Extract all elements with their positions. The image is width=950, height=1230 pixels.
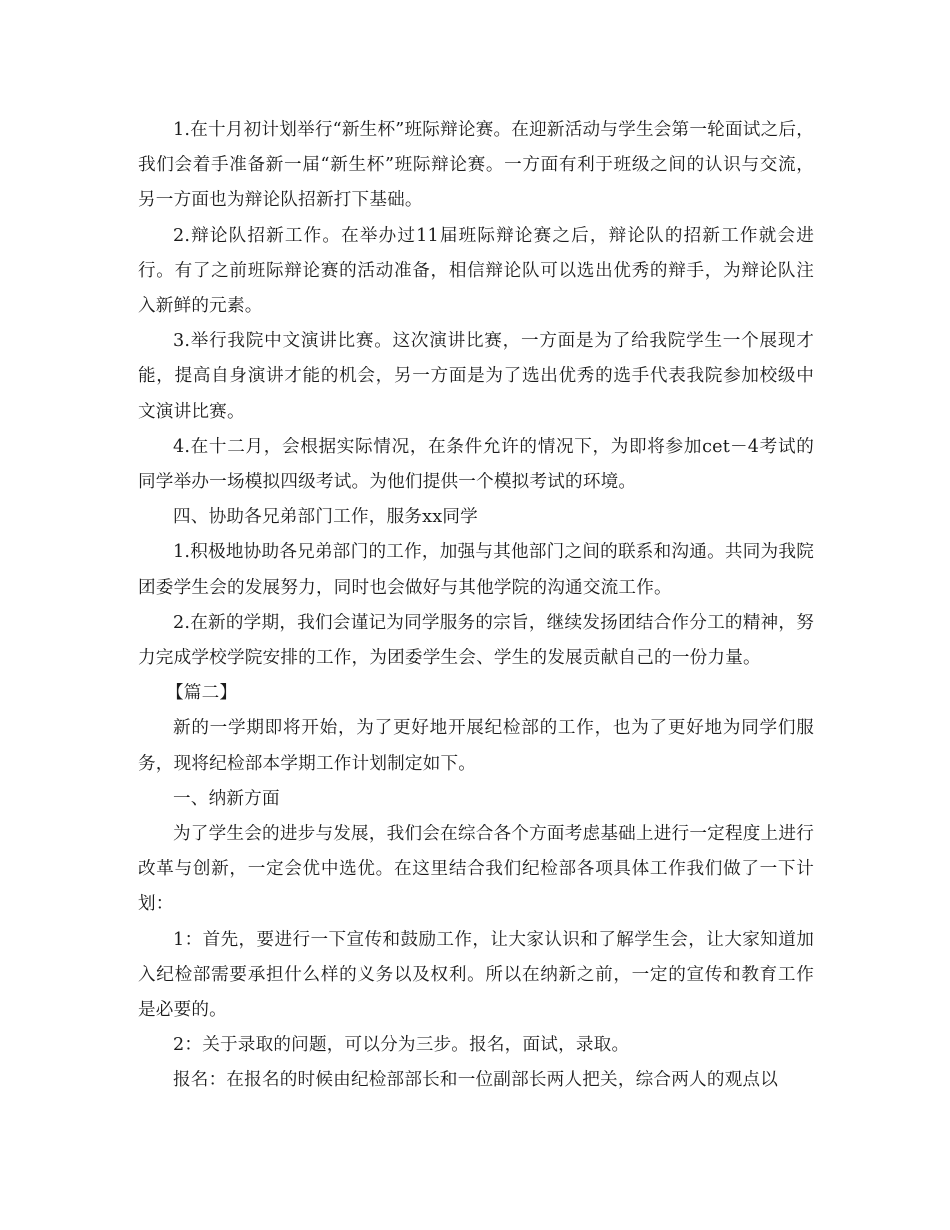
paragraph-speech-contest: 3.举行我院中文演讲比赛。这次演讲比赛，一方面是为了给我院学生一个展现才能，提高自身演讲才能的机会，另一方面是为了选出优秀的选手代表我院参加校级中文演讲比赛。 xyxy=(138,331,814,422)
section-heading-recruitment: 一、纳新方面 xyxy=(173,788,280,809)
paragraph-assist-departments-1: 1.积极地协助各兄弟部门的工作，加强与其他部门之间的联系和沟通。共同为我院团委学生会的发展努力，同时也会做好与其他学院的沟通交流工作。 xyxy=(138,542,814,598)
paragraph-debate-recruitment: 2.辩论队招新工作。在举办过11届班际辩论赛之后，辩论队的招新工作就会进行。有了之前班际辩论赛的活动准备，相信辩论队可以选出优秀的辩手，为辩论队注入新鲜的元素。 xyxy=(138,225,814,317)
section-heading-assist-departments: 四、协助各兄弟部门工作，服务xx同学 xyxy=(173,507,478,528)
part-two-heading: 【篇二】 xyxy=(166,683,238,704)
paragraph-recruitment-plan: 为了学生会的进步与发展，我们会在综合各个方面考虑基础上进行一定程度上进行改革与创新，一定会优中选优。在这里结合我们纪检部各项具体工作我们做了一下计划： xyxy=(138,824,814,915)
paragraph-registration: 报名：在报名的时候由纪检部部长和一位副部长两人把关，综合两人的观点以 xyxy=(173,1070,778,1091)
paragraph-debate-competition: 1.在十月初计划举行“新生杯”班际辩论赛。在迎新活动与学生会第一轮面试之后，我们会着手准备新一届“新生杯”班际辩论赛。一方面有利于班级之间的认识与交流，另一方面也为辩论队招新打下基础。 xyxy=(138,120,814,211)
paragraph-publicity: 1：首先，要进行一下宣传和鼓励工作，让大家认识和了解学生会，让大家知道加入纪检部需要承担什么样的义务以及权利。所以在纳新之前，一定的宣传和教育工作是必要的。 xyxy=(138,929,814,1021)
paragraph-assist-departments-2: 2.在新的学期，我们会谨记为同学服务的宗旨，继续发扬团结合作分工的精神，努力完成学校学院安排的工作，为团委学生会、学生的发展贡献自己的一份力量。 xyxy=(138,612,814,669)
paragraph-mock-exam: 4.在十二月，会根据实际情况，在条件允许的情况下，为即将参加cet－4考试的同学举办一场模拟四级考试。为他们提供一个模拟考试的环境。 xyxy=(138,436,814,493)
document-page xyxy=(138,113,814,1099)
paragraph-admission-steps: 2：关于录取的问题，可以分为三步。报名，面试，录取。 xyxy=(173,1035,630,1056)
paragraph-intro: 新的一学期即将开始，为了更好地开展纪检部的工作，也为了更好地为同学们服务，现将纪检部本学期工作计划制定如下。 xyxy=(138,718,814,774)
